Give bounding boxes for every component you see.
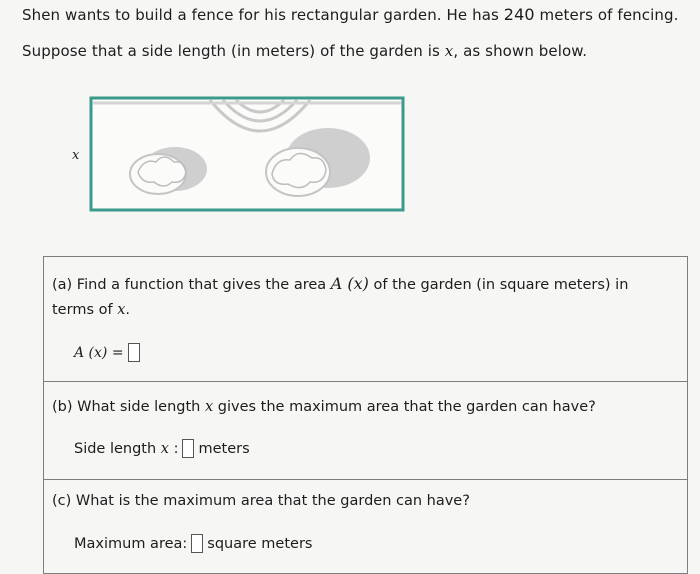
part-a-answer-row [74, 343, 144, 362]
variable-x: x [117, 302, 126, 318]
intro-text: Shen wants to build a fence for his rectangular garden. He has [22, 6, 504, 24]
question-text: of the garden (in square meters) in [368, 277, 629, 293]
question-text: terms of [52, 302, 118, 318]
part-a-panel [43, 256, 688, 382]
intro-line-2 [22, 42, 587, 60]
variable-x: x [160, 440, 169, 457]
question-text: (a) Find a function that gives the area [52, 277, 331, 293]
question-text: . [125, 302, 130, 318]
garden-drawing [60, 92, 420, 216]
answer-label: : [173, 440, 179, 457]
part-c-panel [43, 479, 688, 574]
area-function: A (x) [330, 274, 369, 293]
part-b-panel [43, 381, 688, 480]
intro-text: meters of fencing. [534, 6, 679, 24]
intro-text: Suppose that a side length (in meters) of the garden is [22, 42, 445, 60]
answer-label: A (x) = [74, 344, 124, 361]
side-length-label: x [72, 148, 80, 163]
intro-text: , as shown below. [453, 42, 588, 60]
part-a-question [52, 271, 628, 323]
area-function-input[interactable] [128, 343, 140, 362]
max-area-input[interactable] [191, 534, 203, 553]
variable-x: x [204, 399, 214, 415]
question-text: (b) What side length [52, 399, 205, 415]
side-length-input[interactable] [182, 439, 194, 458]
answer-label: Side length [74, 440, 157, 457]
intro-line-1 [22, 5, 678, 24]
variable-x: x [444, 42, 454, 60]
answer-label: Maximum area: [74, 535, 188, 552]
part-c-question: (c) What is the maximum area that the garden can have? [52, 493, 470, 509]
part-b-answer-row [74, 439, 250, 458]
unit-label: square meters [207, 535, 313, 552]
part-b-question [52, 395, 596, 420]
unit-label: meters [198, 440, 250, 457]
part-c-answer-row [74, 534, 312, 553]
question-text: gives the maximum area that the garden can have? [213, 399, 596, 415]
fencing-amount: 240 [503, 5, 535, 24]
garden-figure [60, 92, 420, 216]
